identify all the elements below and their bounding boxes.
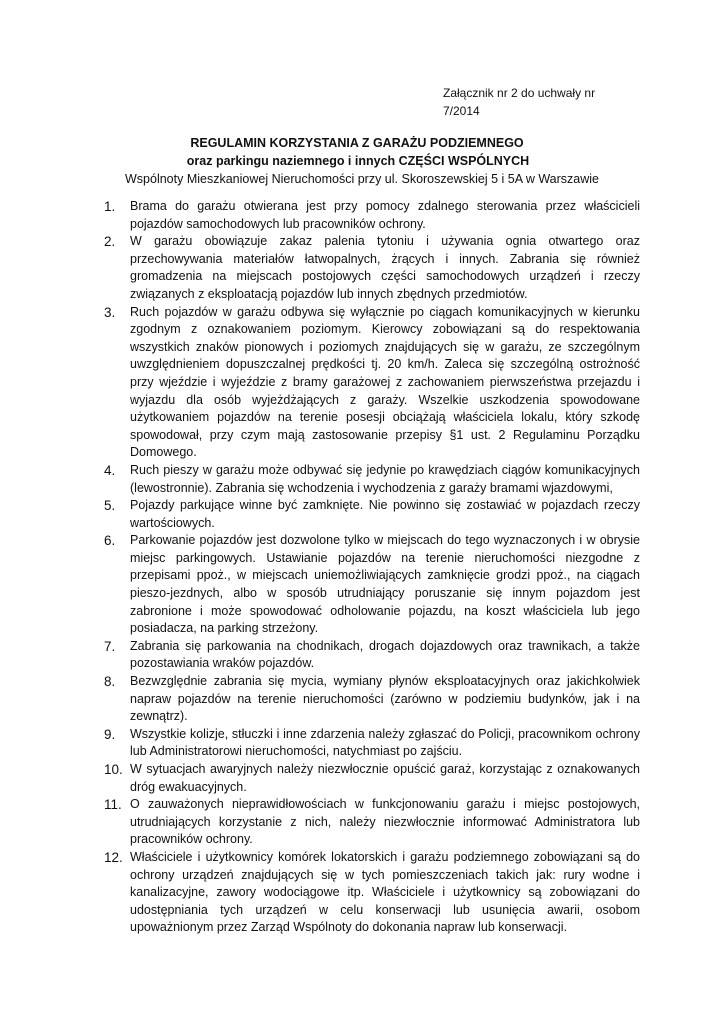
rule-number: 9. [104,726,116,742]
rule-number: 12. [104,849,123,865]
title-line-1: REGULAMIN KORZYSTANIA Z GARAŻU PODZIEMNEGO [190,136,524,150]
rule-item-1 [104,198,640,233]
rule-item-3 [104,304,640,462]
rule-number: 4. [104,462,116,478]
rule-text: Wszystkie kolizje, stłuczki i inne zdarzenia należy zgłaszać do Policji, pracownikom ochrony lub Administratorowi nieruchomości, natychmiast po zajściu. [130,726,640,759]
rule-item-11 [104,796,640,849]
rule-text: Bezwzględnie zabrania się mycia, wymiany płynów eksploatacyjnych oraz jakichkolwiek napraw pojazdów na terenie nieruchomości (zarówno w podziemiu budynków, jak i na zewnątrz). [130,674,640,724]
rule-text: O zauważonych nieprawidłowościach w funkcjonowaniu garażu i miejsc postojowych, utrudniających korzystanie z nich, należy niezwłocznie informować Administratora lub pracowników ochrony. [130,797,640,847]
document-title [0,134,724,188]
rule-number: 3. [104,304,116,320]
rule-number: 6. [104,533,116,549]
rule-item-2 [104,233,640,303]
rule-number: 5. [104,498,116,514]
attachment-note [443,84,633,120]
rule-item-7 [104,638,640,673]
rule-item-12 [104,849,640,937]
title-line-2: oraz parkingu naziemnego i innych CZĘŚCI WSPÓLNYCH [186,154,530,168]
rules-list [104,198,640,937]
rule-text: Ruch pojazdów w garażu odbywa się wyłącznie po ciągach komunikacyjnych w kierunku zgodnym z oznakowaniem poziomym. Kierowcy zobowiązani są do respektowania wszystkich znaków pionowych i poziomych znajdujących się w garażu, ze szczególnym uwzględnieniem dopuszczalnej prędkości tj. 20 km/h. Zaleca się szczególną ostrożność przy wjeździe i wyjeździe z bramy garażowej z zachowaniem pierwszeństwa przejazdu i wyjazdu dla osób wyjeżdżających z garaży. Wszelkie uszkodzenia spowodowane użytkowaniem pojazdów na terenie posesji obciążają właściciela lokalu, który szkodę spowodował, przy czym mają zastosowanie przepisy §1 ust. 2 Regulaminu Porządku Domowego. [130,304,640,460]
rule-item-8 [104,673,640,726]
rule-number: 1. [104,199,116,214]
rule-number: 11. [104,797,122,813]
rule-number: 2. [104,234,116,250]
rule-text: W garażu obowiązuje zakaz palenia tytoniu i używania ognia otwartego oraz przechowywania materiałów łatwopalnych, żrących i innych. Zabrania się również gromadzenia na miejscach postojowych części samochodowych urządzeń i rzeczy związanych z eksploatacją pojazdów lub innych zbędnych przedmiotów. [130,234,640,301]
rule-text: Parkowanie pojazdów jest dozwolone tylko w miejscach do tego wyznaczonych i w obrysie miejsc parkingowych. Ustawianie pojazdów na terenie nieruchomości niezgodne z przepisami ppoż., w miejscach uniemożliwiających zamknięcie grodzi ppoż., na ciągach pieszo-jezdnych, albo w sposób utrudniający poruszanie się innym pojazdom jest zabronione i może spowodować odholowanie pojazdu, na koszt właściciela lub jego posiadacza, na parking strzeżony. [130,533,640,636]
rule-number: 10. [104,762,123,777]
rule-number: 7. [104,638,116,654]
rule-text: Pojazdy parkujące winne być zamknięte. Nie powinno się zostawiać w pojazdach rzeczy wartościowych. [130,498,640,530]
rule-number: 8. [104,674,116,690]
rule-item-5 [104,497,640,532]
rule-item-4 [104,462,640,497]
rule-text: Brama do garażu otwierana jest przy pomocy zdalnego sterowania przez właścicieli pojazdów samochodowych lub pracowników ochrony. [130,199,640,231]
title-line-3: Wspólnoty Mieszkaniowej Nieruchomości przy ul. Skoroszewskiej 5 i 5A w Warszawie [125,172,599,186]
attachment-line-2: 7/2014 [443,104,480,118]
rule-item-6 [104,532,640,638]
attachment-line-1: Załącznik nr 2 do uchwały nr [443,86,596,100]
rule-text: W sytuacjach awaryjnych należy niezwłocznie opuścić garaż, korzystając z oznakowanych dróg ewakuacyjnych. [130,762,640,794]
rule-text: Zabrania się parkowania na chodnikach, drogach dojazdowych oraz trawnikach, a także pozostawiania wraków pojazdów. [130,638,640,671]
rule-text: Właściciele i użytkownicy komórek lokatorskich i garażu podziemnego zobowiązani są do ochrony urządzeń znajdujących się w tych pomieszczeniach takich jak: rury wodne i kanalizacyjne, zawory wodociągowe itp. Właściciele i użytkownicy są zobowiązani do udostępniania tych urządzeń w celu konserwacji lub usunięcia awarii, osobom upoważnionym przez Zarząd Wspólnoty do dokonania napraw lub konserwacji. [130,849,640,935]
rule-item-10 [104,761,640,796]
rule-text: Ruch pieszy w garażu może odbywać się jedynie po krawędziach ciągów komunikacyjnych (lewostronnie). Zabrania się wchodzenia i wychodzenia z garaży bramami wjazdowymi, [130,462,640,495]
rule-item-9 [104,726,640,761]
